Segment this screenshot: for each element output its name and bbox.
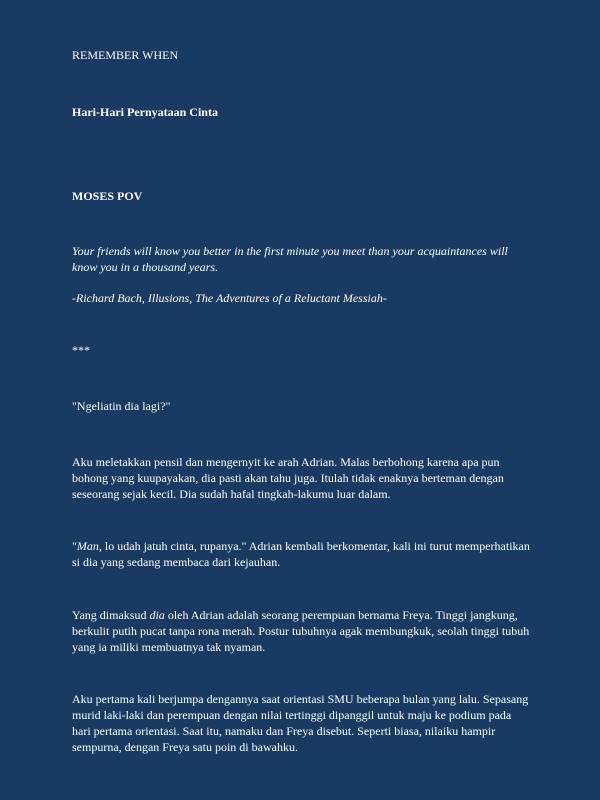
paragraph-3 [72,538,532,570]
epigraph-quote: Your friends will know you better in the first minute you meet than your acquaintances will know you in a thousand years. [72,244,508,274]
pov-heading: MOSES POV [72,189,143,203]
paragraph-2: Aku meletakkan pensil dan mengernyit ke arah Adrian. Malas berbohong karena apa pun bohong yang kuupayakan, dia pasti akan tahu juga. Itulah tidak enaknya berteman dengan seseorang sejak kecil. Dia sudah hafal tingkah-lakumu luar dalam. [72,455,504,501]
paragraph-3-rest: , lo udah jatuh cinta, rupanya." Adrian kembali berkomentar, kali ini turut memperhatikan si dia yang sedang membaca dari kejauhan. [72,539,530,569]
emphasis-dia: dia [149,608,165,622]
paragraph-4 [72,607,532,655]
book-header: REMEMBER WHEN [72,48,179,62]
paragraph-4-after: oleh Adrian adalah seorang perempuan bernama Freya. Tinggi jangkung, berkulit putih pucat tanpa rona merah. Postur tubuhnya agak membungkuk, seolah tinggi tubuh yang ia miliki membuatnya tak nyaman. [72,608,530,654]
paragraph-1: "Ngeliatin dia lagi?" [72,399,171,413]
paragraph-5: Aku pertama kali berjumpa dengannya saat orientasi SMU beberapa bulan yang lalu. Sepasang murid laki-laki dan perempuan dengan nilai tertinggi dipanggil untuk maju ke podium pada hari pertama orientasi. Saat itu, namaku dan Freya disebut. Seperti biasa, nilaiku hampir sempurna, dengan Freya satu poin di bawahku. [72,692,529,754]
epigraph-source: -Richard Bach, Illusions, The Adventures of a Reluctant Messiah- [72,291,387,305]
section-divider: *** [72,343,90,357]
open-quote: " [72,539,77,553]
paragraph-4-before: Yang dimaksud [72,608,150,622]
chapter-title: Hari-Hari Pernyataan Cinta [72,105,218,119]
emphasis-man: Man [76,539,99,553]
